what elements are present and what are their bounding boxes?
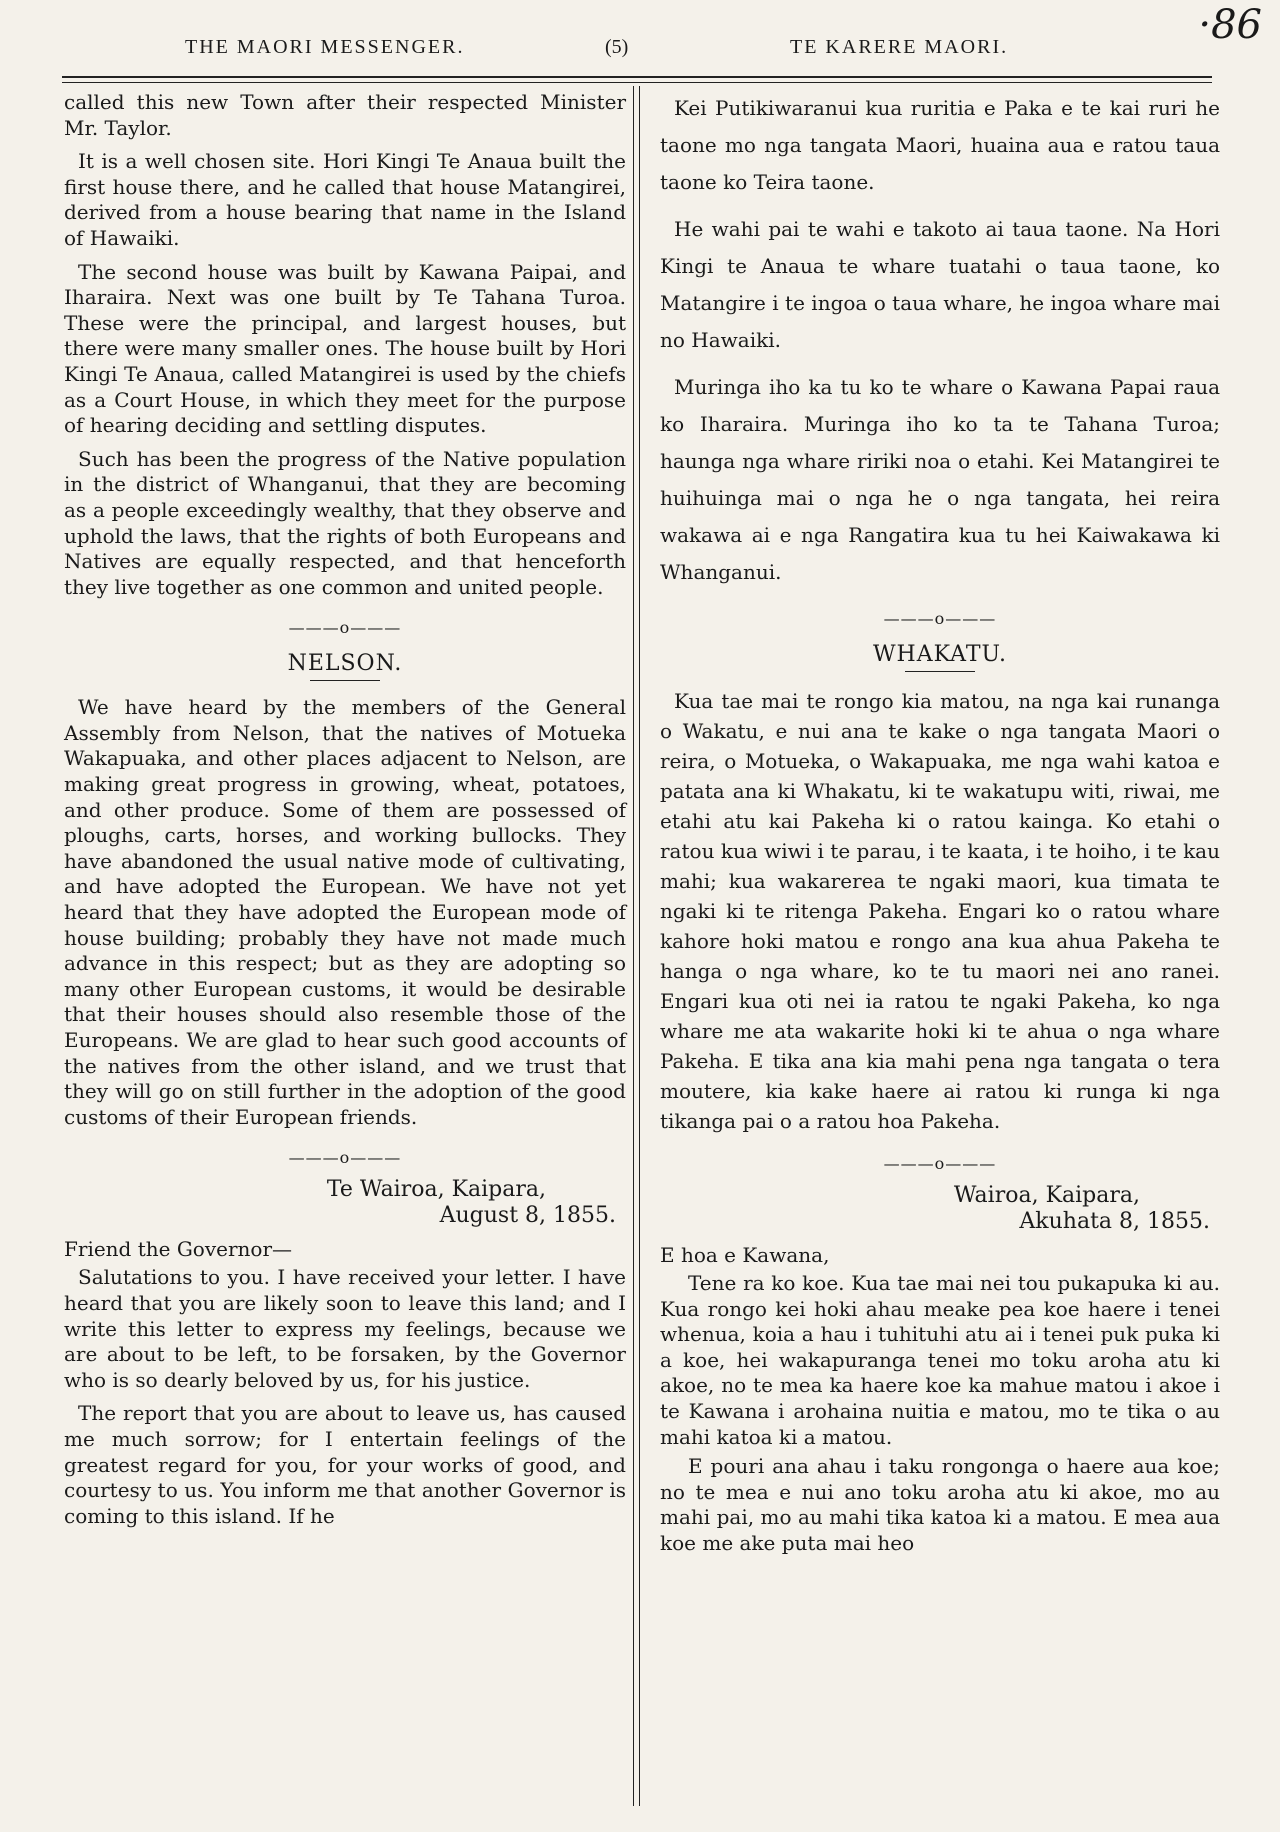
letter-salutation: E hoa e Kawana, — [660, 1243, 830, 1267]
letter-dateline — [660, 1183, 1220, 1235]
whanganui-maori-para: Muringa iho ka tu ko te whare o Kawana Papai raua ko Iharaira. Muringa iho ko ta te Tahana Turoa; haunga nga whare ririki noa o etahi. Kei Matangirei te huihuinga mai o nga he o nga tangata, hei reira wakawa ai e nga Rangatira kua tu hei Kaiwakawa ki Whanganui. — [660, 375, 1220, 584]
page-header — [150, 36, 1210, 66]
english-column — [64, 90, 626, 1537]
section-separator: ———o——— — [288, 618, 402, 638]
header-rule-thin — [62, 82, 1212, 83]
maori-column — [660, 90, 1220, 1561]
nelson-body: We have heard by the members of the General Assembly from Nelson, that the natives of Motueka Wakapuaka, and other places adjacent to Nelson, are making great progress in growing, wheat, potatoes, and other produce. Some of them are possessed of ploughs, carts, horses, and working bullocks. They have abandoned the usual native mode of cultivating, and have adopted the European. We have not yet heard that they have adopted the European mode of house building; probably they have not made much advance in this respect; but as they are adopting so many other European customs, it would be desirable that their houses should also resemble those of the Europeans. We are glad to hear such good accounts of the natives from the other island, and we trust that they will go on still further in the adoption of the good customs of their European friends. — [64, 695, 626, 1129]
section-separator: ———o——— — [288, 1148, 402, 1168]
whanganui-maori-para: He wahi pai te wahi e takoto ai taua taone. Na Hori Kingi te Anaua te whare tuatahi o taua taone, ko Matangire i te ingoa o taua whare, he ingoa whare mai no Hawaiki. — [660, 217, 1220, 352]
letter-para: Salutations to you. I have received your letter. I have heard that you are likely soon to leave this land; and I write this letter to express my feelings, because we are about to be left, to be forsaken, by the Governor who is so dearly beloved by us, for his justice. — [64, 1265, 626, 1392]
whanganui-para: called this new Town after their respected Minister Mr. Taylor. — [64, 90, 626, 140]
letter-para: Tene ra ko koe. Kua tae mai nei tou pukapuka ki au. Kua rongo kei hoki ahau meake pea koe haere i tenei whenua, koia a hau i tuhituhi atu ai i tenei puk puka ki a koe, hei wakapuranga tenei mo toku aroha atu ki akoe, no te mea ka haere koe ka mahue matou i akoe i te Kawana i arohaina nuitia e matou, mo te tika o au mahi katoa ki a matou. — [660, 1271, 1220, 1449]
page-number: (5) — [605, 36, 629, 58]
title-underline — [310, 680, 380, 681]
whanganui-para: The second house was built by Kawana Paipai, and Iharaira. Next was one built by Te Tahana Turoa. These were the principal, and largest houses, but there were many smaller ones. The house built by Hori Kingi Te Anaua, called Matangirei is used by the chiefs as a Court House, in which they meet for the purpose of hearing deciding and settling disputes. — [64, 259, 626, 438]
letter-dateline — [64, 1177, 626, 1229]
masthead-maori: TE KARERE MAORI. — [790, 36, 1009, 58]
letter-place: Wairoa, Kaipara, — [953, 1183, 1140, 1208]
whanganui-para: It is a well chosen site. Hori Kingi Te Anaua built the first house there, and he called that house Matangirei, derived from a house bearing that name in the Island of Hawaiki. — [64, 149, 626, 250]
handwritten-page-mark: ·86 — [1198, 2, 1262, 48]
section-separator: ———o——— — [883, 609, 997, 628]
letter-date: Akuhata 8, 1855. — [1019, 1209, 1210, 1234]
nelson-title: NELSON. — [287, 651, 403, 677]
letter-place: Te Wairoa, Kaipara, — [326, 1177, 546, 1203]
section-separator: ———o——— — [883, 1154, 997, 1173]
masthead-english: THE MAORI MESSENGER. — [185, 36, 465, 58]
whanganui-maori-para: Kei Putikiwaranui kua ruritia e Paka e te kai ruri he taone mo nga tangata Maori, huaina aua e ratou taua taone ko Teira taone. — [660, 96, 1220, 194]
column-divider — [633, 86, 640, 1806]
whanganui-para: Such has been the progress of the Native population in the district of Whanganui, that they are becoming as a people exceedingly wealthy, that they observe and uphold the laws, that the rights of both Europeans and Natives are equally respected, and that henceforth they live together as one common and united people. — [64, 446, 626, 599]
header-rule — [62, 76, 1212, 78]
whakatu-body: Kua tae mai te rongo kia matou, na nga kai runanga o Wakatu, e nui ana te kake o nga tangata Maori o reira, o Motueka, o Wakapuaka, me nga wahi katoa e patata ana ki Whakatu, ki te wakatupu witi, riwai, me etahi atu kai Pakeha ki o ratou kainga. Ko etahi o ratou kua wiwi i te parau, i te kaata, i te hoiho, i te kau mahi; kua wakarerea te ngaki maori, kua timata te ngaki ki te ritenga Pakeha. Engari ko o ratou whare kahore hoki matou e rongo ana kua ahua Pakeha te hanga o nga whare, ko te tu maori nei ano ranei. Engari kua oti nei ia ratou te ngaki Pakeha, ko nga whare me ata wakarite hoki ki te ahua o nga whare Pakeha. E tika ana kia mahi pena nga tangata o tera moutere, kia kake haere ai ratou ki runga ki nga tikanga pai o a ratou hoa Pakeha. — [660, 689, 1220, 1133]
title-underline — [905, 671, 975, 672]
letter-para: The report that you are about to leave us, has caused me much sorrow; for I entertain feelings of the greatest regard for you, for your works of good, and courtesy to us. You inform me that another Governor is coming to this island. If he — [64, 1401, 626, 1528]
letter-para: E pouri ana ahau i taku rongonga o haere aua koe; no te mea e nui ano toku aroha atu ki akoe, mo au mahi pai, mo au mahi tika katoa ki a matou. E mea aua koe me ake puta mai heo — [660, 1454, 1220, 1555]
letter-date: August 8, 1855. — [439, 1203, 616, 1229]
letter-salutation: Friend the Governor— — [64, 1237, 293, 1262]
whakatu-title: WHAKATU. — [872, 642, 1008, 667]
